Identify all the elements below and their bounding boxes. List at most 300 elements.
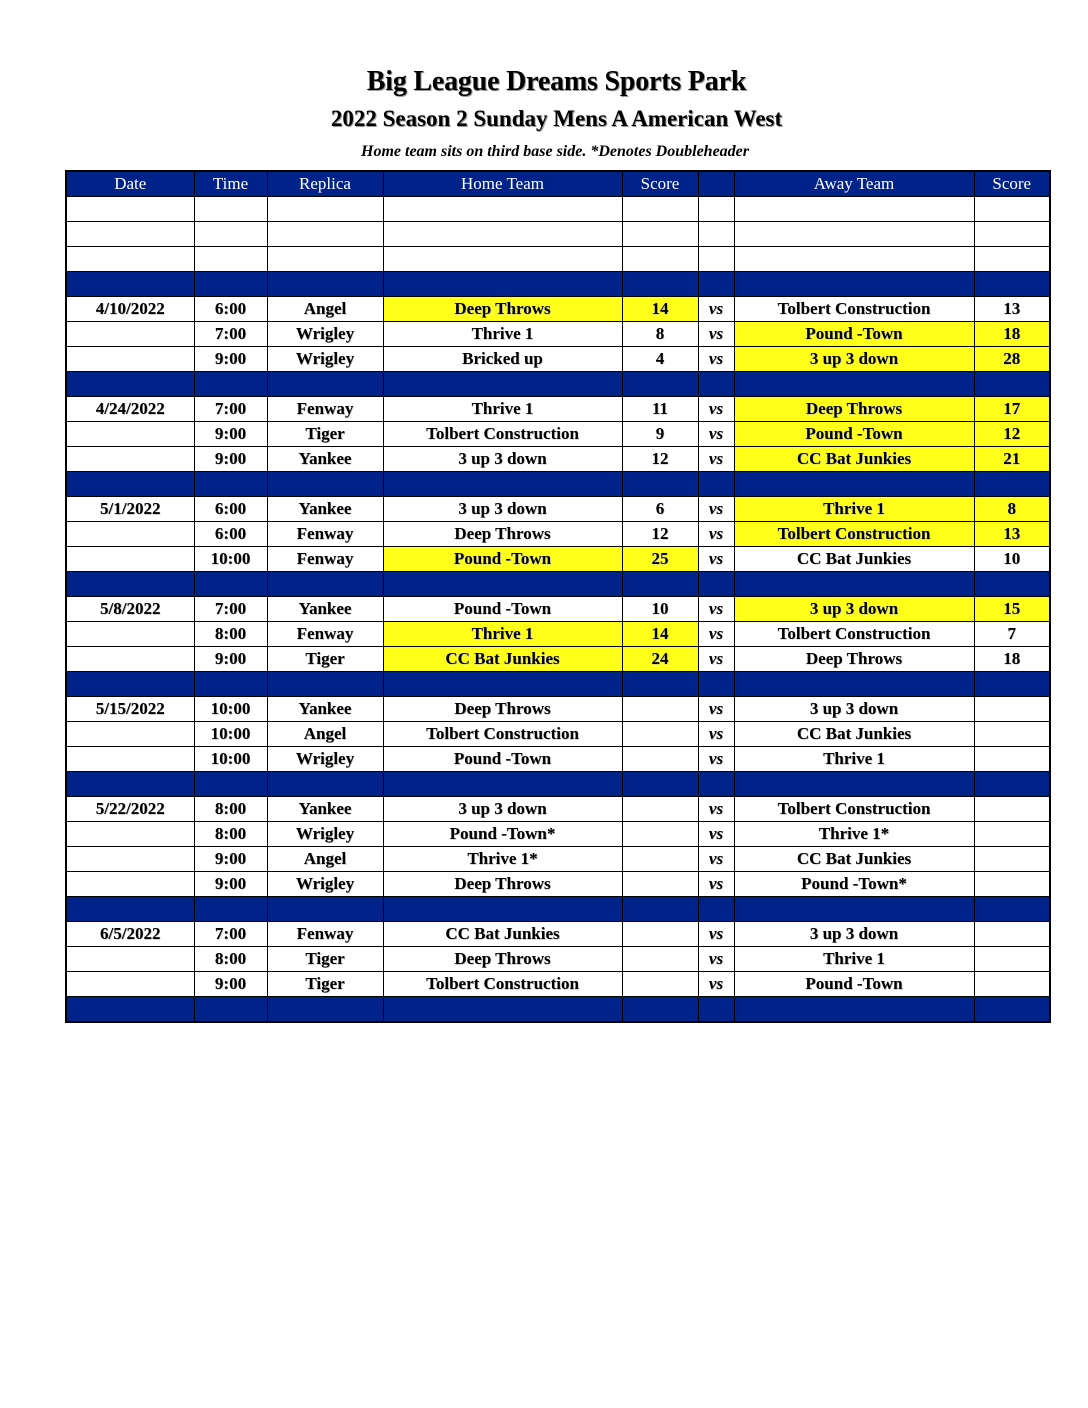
separator-cell xyxy=(194,372,267,397)
header-row xyxy=(66,171,1050,197)
separator-cell xyxy=(974,472,1050,497)
game-row xyxy=(66,422,1050,447)
separator-cell xyxy=(383,997,622,1023)
vs-label: vs xyxy=(698,597,734,622)
home-team: Deep Throws xyxy=(383,522,622,547)
game-row xyxy=(66,722,1050,747)
game-field: Angel xyxy=(267,297,383,322)
home-team: Deep Throws xyxy=(383,947,622,972)
blank-cell xyxy=(734,197,974,222)
away-score xyxy=(974,847,1050,872)
game-date: 5/22/2022 xyxy=(66,797,194,822)
home-score: 25 xyxy=(622,547,698,572)
away-team: Pound -Town xyxy=(734,422,974,447)
separator-cell xyxy=(66,372,194,397)
blank-row xyxy=(66,222,1050,247)
game-row xyxy=(66,797,1050,822)
separator-row xyxy=(66,372,1050,397)
away-score: 10 xyxy=(974,547,1050,572)
away-score: 18 xyxy=(974,647,1050,672)
game-time: 10:00 xyxy=(194,747,267,772)
game-row xyxy=(66,447,1050,472)
home-team: Pound -Town* xyxy=(383,822,622,847)
blank-cell xyxy=(383,247,622,272)
game-field: Fenway xyxy=(267,522,383,547)
blank-cell xyxy=(734,222,974,247)
game-row xyxy=(66,622,1050,647)
game-field: Fenway xyxy=(267,547,383,572)
vs-label: vs xyxy=(698,947,734,972)
separator-cell xyxy=(383,772,622,797)
home-score: 24 xyxy=(622,647,698,672)
separator-cell xyxy=(66,672,194,697)
blank-cell xyxy=(383,197,622,222)
game-time: 7:00 xyxy=(194,922,267,947)
blank-cell xyxy=(974,197,1050,222)
away-team: CC Bat Junkies xyxy=(734,547,974,572)
game-time: 9:00 xyxy=(194,872,267,897)
separator-cell xyxy=(622,772,698,797)
separator-row xyxy=(66,997,1050,1023)
game-field: Wrigley xyxy=(267,822,383,847)
separator-row xyxy=(66,772,1050,797)
separator-cell xyxy=(698,672,734,697)
separator-row xyxy=(66,472,1050,497)
home-score: 4 xyxy=(622,347,698,372)
separator-cell xyxy=(267,672,383,697)
game-row xyxy=(66,347,1050,372)
separator-cell xyxy=(267,572,383,597)
game-field: Tiger xyxy=(267,647,383,672)
header-home-team: Home Team xyxy=(383,171,622,197)
home-score xyxy=(622,697,698,722)
away-team: Tolbert Construction xyxy=(734,297,974,322)
vs-label: vs xyxy=(698,922,734,947)
game-field: Tiger xyxy=(267,947,383,972)
home-score: 9 xyxy=(622,422,698,447)
away-team: Thrive 1 xyxy=(734,947,974,972)
separator-cell xyxy=(974,372,1050,397)
game-row xyxy=(66,397,1050,422)
game-field: Wrigley xyxy=(267,322,383,347)
blank-cell xyxy=(66,222,194,247)
schedule-table xyxy=(65,170,1051,1023)
game-time: 6:00 xyxy=(194,297,267,322)
away-score: 28 xyxy=(974,347,1050,372)
separator-cell xyxy=(194,572,267,597)
separator-cell xyxy=(698,272,734,297)
game-row xyxy=(66,747,1050,772)
separator-cell xyxy=(622,897,698,922)
home-team: Pound -Town xyxy=(383,547,622,572)
separator-cell xyxy=(734,372,974,397)
away-team: Tolbert Construction xyxy=(734,522,974,547)
blank-cell xyxy=(267,197,383,222)
separator-cell xyxy=(383,572,622,597)
home-team: Bricked up xyxy=(383,347,622,372)
away-score: 8 xyxy=(974,497,1050,522)
header-away-team: Away Team xyxy=(734,171,974,197)
separator-cell xyxy=(698,472,734,497)
separator-cell xyxy=(698,997,734,1023)
separator-cell xyxy=(734,772,974,797)
vs-label: vs xyxy=(698,347,734,372)
home-score xyxy=(622,947,698,972)
home-score xyxy=(622,722,698,747)
separator-cell xyxy=(194,772,267,797)
game-time: 7:00 xyxy=(194,397,267,422)
away-score xyxy=(974,697,1050,722)
vs-label: vs xyxy=(698,322,734,347)
away-score: 18 xyxy=(974,322,1050,347)
separator-cell xyxy=(734,997,974,1023)
home-team: Tolbert Construction xyxy=(383,722,622,747)
separator-cell xyxy=(194,897,267,922)
game-time: 10:00 xyxy=(194,722,267,747)
game-row xyxy=(66,522,1050,547)
away-team: Thrive 1 xyxy=(734,747,974,772)
game-field: Wrigley xyxy=(267,747,383,772)
home-score: 10 xyxy=(622,597,698,622)
game-date xyxy=(66,847,194,872)
game-date xyxy=(66,422,194,447)
away-team: Pound -Town xyxy=(734,322,974,347)
vs-label: vs xyxy=(698,522,734,547)
separator-cell xyxy=(622,372,698,397)
home-team: CC Bat Junkies xyxy=(383,647,622,672)
game-row xyxy=(66,697,1050,722)
away-score: 12 xyxy=(974,422,1050,447)
game-field: Angel xyxy=(267,722,383,747)
separator-cell xyxy=(734,672,974,697)
away-score xyxy=(974,822,1050,847)
home-team: Pound -Town xyxy=(383,747,622,772)
game-date xyxy=(66,447,194,472)
vs-label: vs xyxy=(698,697,734,722)
away-score xyxy=(974,747,1050,772)
blank-row xyxy=(66,197,1050,222)
blank-row xyxy=(66,247,1050,272)
home-score xyxy=(622,822,698,847)
separator-cell xyxy=(267,272,383,297)
blank-cell xyxy=(267,247,383,272)
away-team: Pound -Town xyxy=(734,972,974,997)
separator-cell xyxy=(66,897,194,922)
header-replica: Replica xyxy=(267,171,383,197)
separator-cell xyxy=(194,672,267,697)
game-date xyxy=(66,347,194,372)
header-vs xyxy=(698,171,734,197)
separator-cell xyxy=(622,997,698,1023)
away-score xyxy=(974,972,1050,997)
home-team: Thrive 1* xyxy=(383,847,622,872)
game-row xyxy=(66,322,1050,347)
away-score: 17 xyxy=(974,397,1050,422)
away-score: 13 xyxy=(974,297,1050,322)
away-score: 21 xyxy=(974,447,1050,472)
separator-row xyxy=(66,272,1050,297)
separator-cell xyxy=(383,472,622,497)
separator-cell xyxy=(267,372,383,397)
vs-label: vs xyxy=(698,747,734,772)
separator-cell xyxy=(734,572,974,597)
game-field: Tiger xyxy=(267,422,383,447)
game-row xyxy=(66,947,1050,972)
blank-cell xyxy=(622,197,698,222)
away-team: Deep Throws xyxy=(734,397,974,422)
game-field: Yankee xyxy=(267,497,383,522)
separator-cell xyxy=(383,272,622,297)
home-score xyxy=(622,847,698,872)
vs-label: vs xyxy=(698,547,734,572)
game-date xyxy=(66,972,194,997)
home-score: 6 xyxy=(622,497,698,522)
header-date: Date xyxy=(66,171,194,197)
home-score xyxy=(622,922,698,947)
away-team: Tolbert Construction xyxy=(734,797,974,822)
game-date: 6/5/2022 xyxy=(66,922,194,947)
blank-cell xyxy=(734,247,974,272)
home-team: 3 up 3 down xyxy=(383,447,622,472)
game-row xyxy=(66,597,1050,622)
game-field: Yankee xyxy=(267,597,383,622)
game-field: Tiger xyxy=(267,972,383,997)
blank-cell xyxy=(622,222,698,247)
separator-cell xyxy=(194,997,267,1023)
separator-cell xyxy=(974,997,1050,1023)
home-score xyxy=(622,797,698,822)
home-score xyxy=(622,747,698,772)
schedule-body xyxy=(66,197,1050,1023)
blank-cell xyxy=(194,222,267,247)
home-score: 11 xyxy=(622,397,698,422)
away-team: 3 up 3 down xyxy=(734,597,974,622)
vs-label: vs xyxy=(698,397,734,422)
document-subtitle: 2022 Season 2 Sunday Mens A American West xyxy=(330,106,783,131)
game-date xyxy=(66,947,194,972)
separator-cell xyxy=(622,672,698,697)
separator-cell xyxy=(974,272,1050,297)
home-team: Deep Throws xyxy=(383,697,622,722)
game-time: 6:00 xyxy=(194,522,267,547)
separator-cell xyxy=(974,572,1050,597)
game-date xyxy=(66,547,194,572)
separator-cell xyxy=(383,672,622,697)
separator-cell xyxy=(267,472,383,497)
game-row xyxy=(66,822,1050,847)
blank-cell xyxy=(698,197,734,222)
home-score: 8 xyxy=(622,322,698,347)
game-date xyxy=(66,822,194,847)
separator-cell xyxy=(974,672,1050,697)
away-score: 13 xyxy=(974,522,1050,547)
home-score: 12 xyxy=(622,447,698,472)
game-time: 6:00 xyxy=(194,497,267,522)
game-time: 8:00 xyxy=(194,797,267,822)
home-score: 14 xyxy=(622,622,698,647)
game-time: 8:00 xyxy=(194,822,267,847)
game-date: 5/1/2022 xyxy=(66,497,194,522)
separator-cell xyxy=(66,272,194,297)
game-time: 9:00 xyxy=(194,447,267,472)
game-field: Fenway xyxy=(267,922,383,947)
away-team: 3 up 3 down xyxy=(734,922,974,947)
home-team: 3 up 3 down xyxy=(383,497,622,522)
game-time: 9:00 xyxy=(194,847,267,872)
separator-cell xyxy=(734,472,974,497)
blank-cell xyxy=(974,247,1050,272)
vs-label: vs xyxy=(698,497,734,522)
away-team: Pound -Town* xyxy=(734,872,974,897)
blank-cell xyxy=(622,247,698,272)
game-field: Yankee xyxy=(267,797,383,822)
header-time: Time xyxy=(194,171,267,197)
vs-label: vs xyxy=(698,872,734,897)
separator-row xyxy=(66,672,1050,697)
separator-cell xyxy=(974,897,1050,922)
game-date xyxy=(66,647,194,672)
game-row xyxy=(66,872,1050,897)
home-team: Deep Throws xyxy=(383,872,622,897)
away-team: Thrive 1 xyxy=(734,497,974,522)
game-row xyxy=(66,297,1050,322)
away-team: CC Bat Junkies xyxy=(734,847,974,872)
game-date xyxy=(66,622,194,647)
away-team: CC Bat Junkies xyxy=(734,722,974,747)
blank-cell xyxy=(383,222,622,247)
game-row xyxy=(66,547,1050,572)
blank-cell xyxy=(194,197,267,222)
game-time: 9:00 xyxy=(194,972,267,997)
home-team: Pound -Town xyxy=(383,597,622,622)
home-score xyxy=(622,872,698,897)
vs-label: vs xyxy=(698,822,734,847)
vs-label: vs xyxy=(698,722,734,747)
game-time: 8:00 xyxy=(194,622,267,647)
home-score: 14 xyxy=(622,297,698,322)
away-score xyxy=(974,797,1050,822)
separator-cell xyxy=(383,897,622,922)
game-date xyxy=(66,522,194,547)
game-field: Wrigley xyxy=(267,347,383,372)
separator-cell xyxy=(383,372,622,397)
vs-label: vs xyxy=(698,647,734,672)
game-field: Fenway xyxy=(267,397,383,422)
vs-label: vs xyxy=(698,447,734,472)
game-time: 7:00 xyxy=(194,322,267,347)
away-team: 3 up 3 down xyxy=(734,347,974,372)
home-team: Tolbert Construction xyxy=(383,422,622,447)
game-row xyxy=(66,647,1050,672)
separator-cell xyxy=(66,572,194,597)
separator-cell xyxy=(66,772,194,797)
separator-cell xyxy=(267,772,383,797)
away-score xyxy=(974,872,1050,897)
away-team: Tolbert Construction xyxy=(734,622,974,647)
away-team: CC Bat Junkies xyxy=(734,447,974,472)
home-team: 3 up 3 down xyxy=(383,797,622,822)
game-row xyxy=(66,922,1050,947)
vs-label: vs xyxy=(698,972,734,997)
away-score: 7 xyxy=(974,622,1050,647)
away-score xyxy=(974,947,1050,972)
separator-cell xyxy=(622,272,698,297)
away-score xyxy=(974,722,1050,747)
blank-cell xyxy=(194,247,267,272)
home-team: Deep Throws xyxy=(383,297,622,322)
away-score xyxy=(974,922,1050,947)
game-field: Fenway xyxy=(267,622,383,647)
away-team: Deep Throws xyxy=(734,647,974,672)
game-row xyxy=(66,972,1050,997)
game-date xyxy=(66,747,194,772)
game-field: Yankee xyxy=(267,697,383,722)
separator-cell xyxy=(66,472,194,497)
game-time: 7:00 xyxy=(194,597,267,622)
header-away-score: Score xyxy=(974,171,1050,197)
game-date: 5/15/2022 xyxy=(66,697,194,722)
vs-label: vs xyxy=(698,422,734,447)
separator-cell xyxy=(974,772,1050,797)
blank-cell xyxy=(698,247,734,272)
game-time: 9:00 xyxy=(194,347,267,372)
blank-cell xyxy=(267,222,383,247)
away-team: 3 up 3 down xyxy=(734,697,974,722)
vs-label: vs xyxy=(698,797,734,822)
separator-cell xyxy=(734,897,974,922)
away-score: 15 xyxy=(974,597,1050,622)
game-time: 9:00 xyxy=(194,647,267,672)
game-date: 4/24/2022 xyxy=(66,397,194,422)
game-date xyxy=(66,722,194,747)
home-team: CC Bat Junkies xyxy=(383,922,622,947)
document-title: Big League Dreams Sports Park xyxy=(366,66,747,97)
blank-cell xyxy=(974,222,1050,247)
home-team: Tolbert Construction xyxy=(383,972,622,997)
separator-cell xyxy=(698,772,734,797)
vs-label: vs xyxy=(698,297,734,322)
schedule-note: Home team sits on third base side. *Denotes Doubleheader xyxy=(361,143,749,160)
game-date: 4/10/2022 xyxy=(66,297,194,322)
away-team: Thrive 1* xyxy=(734,822,974,847)
separator-row xyxy=(66,572,1050,597)
header-home-score: Score xyxy=(622,171,698,197)
game-date xyxy=(66,322,194,347)
separator-cell xyxy=(622,572,698,597)
game-time: 9:00 xyxy=(194,422,267,447)
home-score: 12 xyxy=(622,522,698,547)
game-date: 5/8/2022 xyxy=(66,597,194,622)
game-field: Wrigley xyxy=(267,872,383,897)
home-score xyxy=(622,972,698,997)
vs-label: vs xyxy=(698,847,734,872)
separator-cell xyxy=(734,272,974,297)
blank-cell xyxy=(66,247,194,272)
vs-label: vs xyxy=(698,622,734,647)
game-row xyxy=(66,497,1050,522)
game-time: 10:00 xyxy=(194,547,267,572)
blank-cell xyxy=(66,197,194,222)
separator-row xyxy=(66,897,1050,922)
separator-cell xyxy=(66,997,194,1023)
game-date xyxy=(66,872,194,897)
separator-cell xyxy=(267,997,383,1023)
separator-cell xyxy=(698,372,734,397)
game-field: Yankee xyxy=(267,447,383,472)
blank-cell xyxy=(698,222,734,247)
game-field: Angel xyxy=(267,847,383,872)
separator-cell xyxy=(194,272,267,297)
